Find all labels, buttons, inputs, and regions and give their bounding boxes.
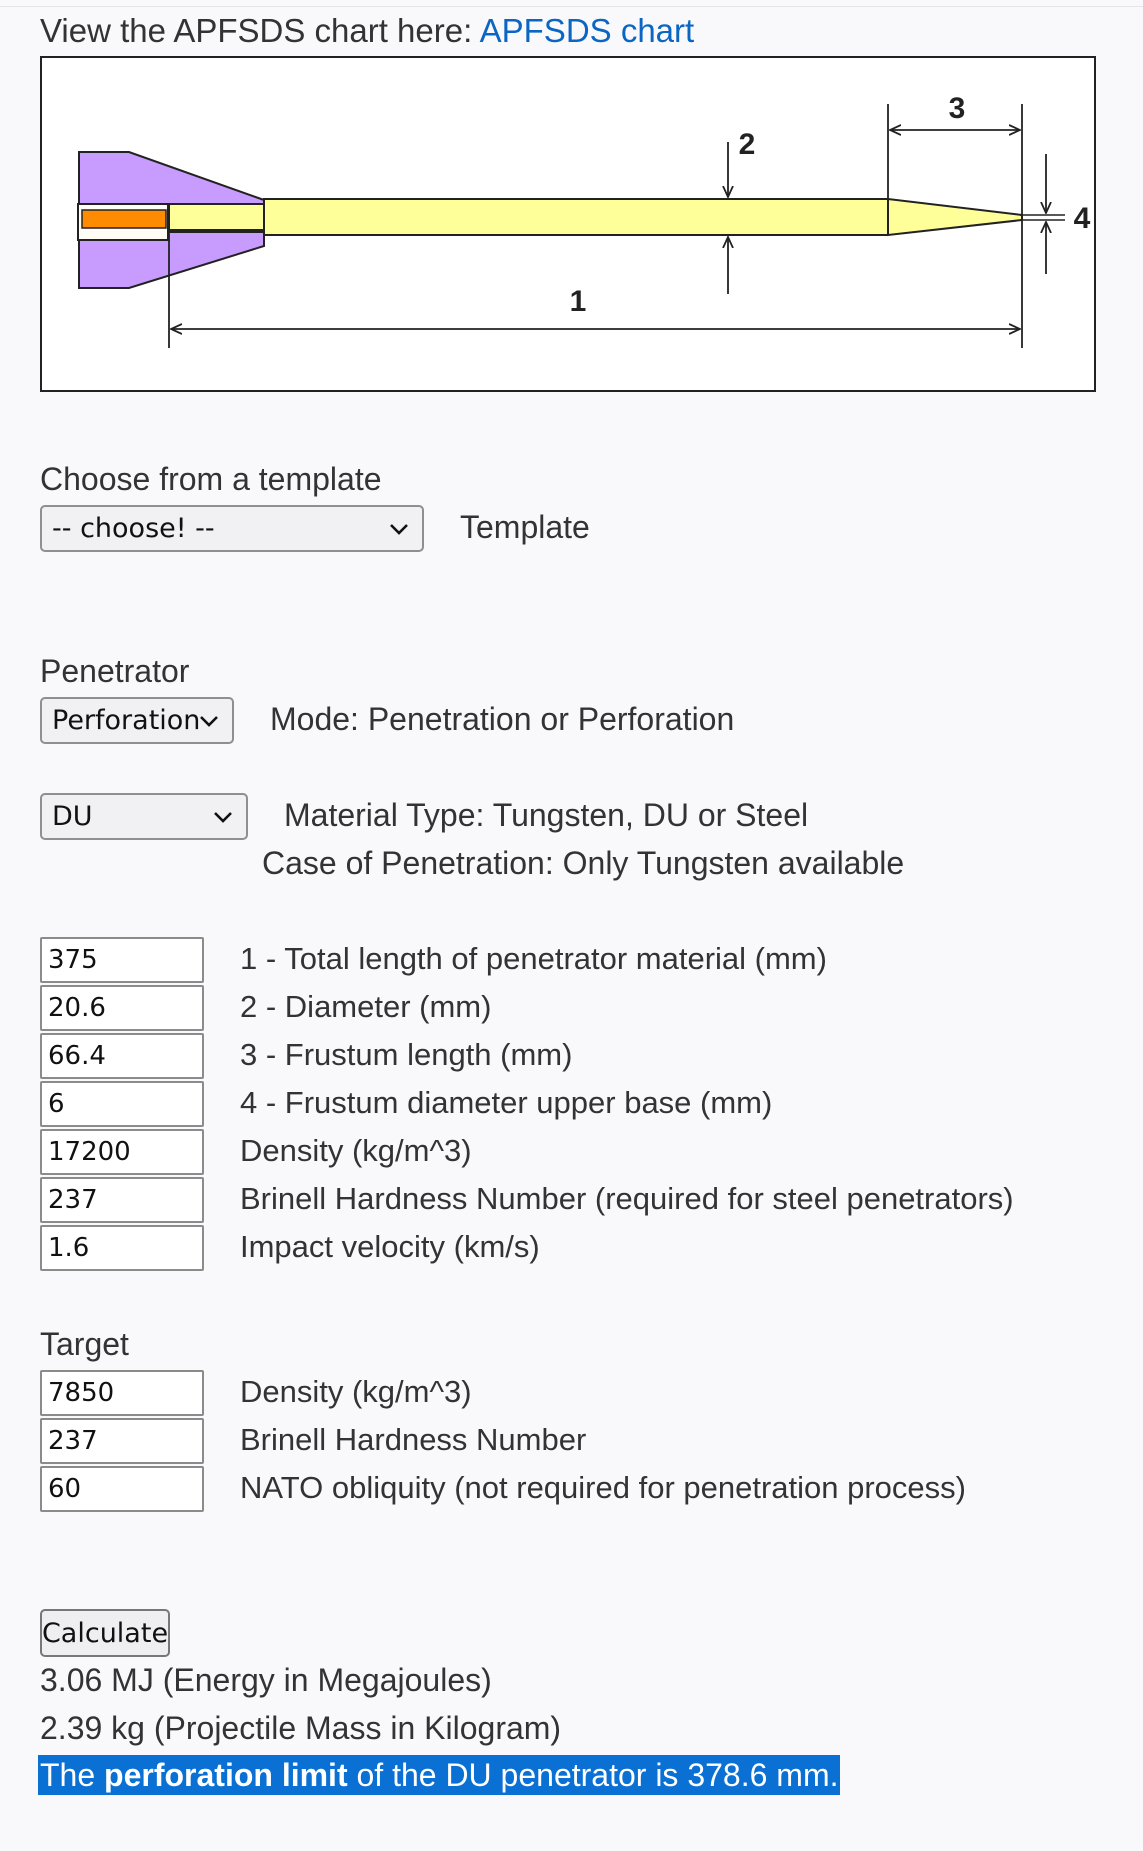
chart-link-prefix: View the APFSDS chart here: — [40, 12, 480, 49]
calculate-button[interactable]: Calculate — [40, 1609, 170, 1657]
target-density-label: Density (kg/m^3) — [240, 1374, 472, 1409]
velocity-input[interactable]: 1.6 — [40, 1225, 204, 1271]
penetrator-rod — [264, 199, 888, 235]
obliquity-label: NATO obliquity (not required for penetration process) — [240, 1470, 966, 1505]
mass-result: 2.39 kg (Projectile Mass in Kilogram) — [40, 1710, 562, 1746]
limit-bold: perforation limit — [104, 1757, 348, 1793]
template-label: Template — [460, 509, 590, 545]
chevron-down-icon — [212, 810, 234, 824]
material-select-value: DU — [52, 801, 93, 832]
penetrator-hardness-label: Brinell Hardness Number (required for steel penetrators) — [240, 1181, 1014, 1216]
obliquity-input[interactable]: 60 — [40, 1466, 204, 1512]
frustum-diameter-input[interactable]: 6 — [40, 1081, 204, 1127]
penetrator-diagram — [40, 56, 1096, 392]
dim-label-2: 2 — [738, 128, 756, 161]
velocity-label: Impact velocity (km/s) — [240, 1229, 540, 1264]
chart-link-line — [40, 12, 694, 50]
penetrator-density-label: Density (kg/m^3) — [240, 1133, 472, 1168]
dim-label-1: 1 — [569, 285, 587, 318]
penetrator-hardness-input[interactable]: 237 — [40, 1177, 204, 1223]
frustum-length-label: 3 - Frustum length (mm) — [240, 1037, 573, 1072]
dim-label-4: 4 — [1073, 202, 1091, 235]
penetrator-density-input[interactable]: 17200 — [40, 1129, 204, 1175]
length-input[interactable]: 375 — [40, 937, 204, 983]
chevron-down-icon — [388, 522, 410, 536]
frustum-diameter-label: 4 - Frustum diameter upper base (mm) — [240, 1085, 773, 1120]
top-divider — [0, 6, 1143, 7]
mode-label: Mode: Penetration or Perforation — [270, 701, 735, 737]
penetrator-diagram-svg — [42, 58, 1094, 390]
target-hardness-input[interactable]: 237 — [40, 1418, 204, 1464]
template-select[interactable] — [40, 505, 424, 552]
material-label: Material Type: Tungsten, DU or Steel — [284, 797, 809, 833]
limit-prefix: The — [40, 1757, 105, 1793]
dim-label-3: 3 — [948, 92, 966, 125]
diameter-label: 2 - Diameter (mm) — [240, 989, 492, 1024]
length-label: 1 - Total length of penetrator material (mm) — [240, 941, 827, 976]
diameter-input[interactable]: 20.6 — [40, 985, 204, 1031]
material-select[interactable] — [40, 793, 248, 840]
target-density-input[interactable]: 7850 — [40, 1370, 204, 1416]
perforation-limit-result — [38, 1755, 840, 1795]
limit-suffix: of the DU penetrator is 378.6 mm. — [347, 1757, 839, 1793]
penetrator-heading: Penetrator — [40, 653, 190, 689]
tracer-core — [82, 210, 166, 228]
frustum — [888, 199, 1022, 235]
target-hardness-label: Brinell Hardness Number — [240, 1422, 587, 1457]
chevron-down-icon — [198, 714, 220, 728]
mode-select-value: Perforation — [52, 705, 201, 736]
mode-select[interactable] — [40, 697, 234, 744]
tracer-sleeve — [169, 204, 264, 230]
apfsds-chart-link[interactable]: APFSDS chart — [479, 12, 695, 49]
template-select-value: -- choose! -- — [52, 513, 215, 544]
template-heading: Choose from a template — [40, 461, 382, 497]
material-note: Case of Penetration: Only Tungsten available — [262, 845, 905, 881]
target-heading: Target — [40, 1326, 129, 1362]
energy-result: 3.06 MJ (Energy in Megajoules) — [40, 1662, 492, 1698]
frustum-length-input[interactable]: 66.4 — [40, 1033, 204, 1079]
